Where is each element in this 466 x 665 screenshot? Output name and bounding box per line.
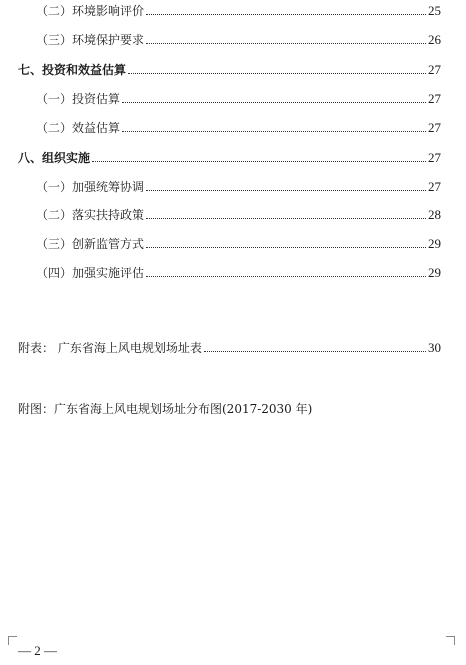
toc-page-number: 26	[428, 32, 441, 47]
dot-leader	[122, 130, 426, 132]
toc-page-number: 27	[428, 62, 441, 77]
toc-page-number: 27	[428, 179, 441, 194]
toc-entry-title: （一）投资估算	[36, 92, 121, 106]
toc-entry-title: （三）环境保护要求	[36, 33, 145, 47]
corner-mark-right	[446, 636, 455, 645]
toc-entry[interactable]	[36, 4, 441, 18]
toc-chapter-title: 七、投资和效益估算	[18, 63, 127, 77]
dot-leader	[204, 350, 426, 352]
page-number-footer: — 2 —	[18, 643, 57, 658]
toc-page-number: 29	[428, 236, 441, 251]
dot-leader	[146, 13, 426, 15]
toc-chapter-title: 八、组织实施	[18, 151, 91, 165]
dot-leader	[122, 101, 426, 103]
toc-entry[interactable]	[36, 92, 441, 106]
toc-entry-title: （二）效益估算	[36, 121, 121, 135]
toc-entry[interactable]	[36, 208, 441, 222]
toc-chapter[interactable]	[18, 63, 441, 77]
toc-entry[interactable]	[36, 121, 441, 135]
dot-leader	[146, 217, 426, 219]
toc-appendix-table[interactable]	[18, 341, 441, 355]
toc-entry-title: （二）环境影响评价	[36, 4, 145, 18]
toc-page-number: 27	[428, 120, 441, 135]
toc-entry-title: （一）加强统筹协调	[36, 180, 145, 194]
toc-entry[interactable]	[36, 237, 441, 251]
toc-entry[interactable]	[36, 266, 441, 280]
toc-chapter[interactable]	[18, 151, 441, 165]
toc-page-number: 30	[428, 340, 441, 355]
dot-leader	[92, 160, 426, 162]
appendix-table-title: 附表： 广东省海上风电规划场址表	[18, 341, 202, 355]
dot-leader	[146, 42, 426, 44]
toc-page-number: 25	[428, 3, 441, 18]
toc-entry[interactable]	[36, 180, 441, 194]
toc-entry-title: （二）落实扶持政策	[36, 208, 145, 222]
toc-page-number: 28	[428, 207, 441, 222]
toc-entry-title: （三）创新监管方式	[36, 237, 145, 251]
toc-entry-title: （四）加强实施评估	[36, 266, 145, 280]
dot-leader	[146, 275, 426, 277]
toc-entry[interactable]	[36, 33, 441, 47]
toc-page-number: 29	[428, 265, 441, 280]
corner-mark-left	[8, 636, 17, 645]
dot-leader	[128, 72, 426, 74]
toc-page-number: 27	[428, 150, 441, 165]
toc-page-number: 27	[428, 91, 441, 106]
toc-appendix-figure[interactable]: 附图：广东省海上风电规划场址分布图(2017-2030 年)	[18, 402, 313, 416]
dot-leader	[146, 189, 426, 191]
dot-leader	[146, 246, 426, 248]
